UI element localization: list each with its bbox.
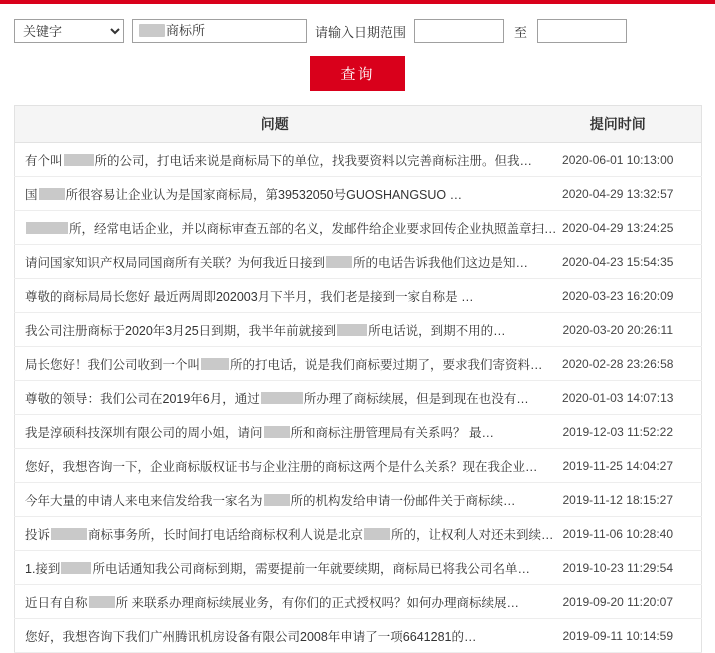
table-row[interactable] xyxy=(15,483,702,517)
table-row[interactable] xyxy=(15,585,702,619)
query-button[interactable]: 查询 xyxy=(310,56,404,91)
question-text: 所的机构发给申请一份邮件关于商标续… xyxy=(290,493,516,508)
table-row[interactable] xyxy=(15,211,702,245)
redaction-block xyxy=(264,426,290,438)
question-text: 所电话说，到期不用的… xyxy=(368,323,506,338)
search-bar xyxy=(14,18,701,44)
question-text: 我公司注册商标于2020年3月25日到期，我半年前就接到 xyxy=(25,323,337,338)
date-range-to-label: 至 xyxy=(514,24,528,40)
question-text: 所很容易让企业认为是国家商标局，第39532050号GUOSHANGSUO … xyxy=(65,187,463,202)
table-row[interactable] xyxy=(15,313,702,347)
date-range-label: 请输入日期范围 xyxy=(315,24,407,40)
table-header-row xyxy=(15,106,702,143)
table-row[interactable] xyxy=(15,143,702,177)
question-text: 所的，让权利人对还未到续… xyxy=(391,527,554,542)
question-cell[interactable] xyxy=(15,313,535,347)
question-text: 所的打电话，说是我们商标要过期了，要求我们寄资料… xyxy=(230,357,543,372)
table-row[interactable] xyxy=(15,449,702,483)
redaction-block xyxy=(139,24,165,37)
question-text: 您好，我想咨询一下，企业商标版权证书与企业注册的商标这两个是什么关系？现在我企业… xyxy=(25,459,538,474)
time-cell: 2019-09-11 10:14:59 xyxy=(535,619,702,653)
table-row[interactable] xyxy=(15,517,702,551)
question-cell[interactable] xyxy=(15,143,535,177)
redaction-block xyxy=(61,562,91,574)
question-cell[interactable] xyxy=(15,585,535,619)
time-cell: 2020-01-03 14:07:13 xyxy=(535,381,702,415)
time-cell: 2020-04-29 13:32:57 xyxy=(535,177,702,211)
question-cell[interactable] xyxy=(15,279,535,313)
table-row[interactable] xyxy=(15,279,702,313)
question-text: 所，经常电话企业，并以商标审查五部的名义，发邮件给企业要求回传企业执照盖章扫… xyxy=(69,221,557,236)
time-cell: 2020-03-20 20:26:11 xyxy=(535,313,702,347)
question-cell[interactable] xyxy=(15,381,535,415)
question-cell[interactable] xyxy=(15,177,535,211)
redaction-block xyxy=(264,494,290,506)
date-end-input[interactable] xyxy=(537,19,627,43)
column-header-question: 问题 xyxy=(15,106,535,143)
question-text: 所 来联系办理商标续展业务，有你们的正式授权吗？如何办理商标续展… xyxy=(115,595,519,610)
question-cell[interactable] xyxy=(15,245,535,279)
table-row[interactable] xyxy=(15,245,702,279)
question-text: 局长您好！我们公司收到一个叫 xyxy=(25,357,201,372)
table-row[interactable] xyxy=(15,619,702,653)
keyword-input-value: 商标所 xyxy=(166,23,206,38)
time-cell: 2019-09-20 11:20:07 xyxy=(535,585,702,619)
question-cell[interactable] xyxy=(15,483,535,517)
question-text: 尊敬的商标局局长您好 最近两周即202003月下半月，我们老是接到一家自称是 … xyxy=(25,289,474,304)
time-cell: 2019-10-23 11:29:54 xyxy=(535,551,702,585)
redaction-block xyxy=(364,528,390,540)
question-text: 我是淳硕科技深圳有限公司的周小姐，请问 xyxy=(25,425,263,440)
redaction-block xyxy=(261,392,303,404)
time-cell: 2019-11-12 18:15:27 xyxy=(535,483,702,517)
table-row[interactable] xyxy=(15,177,702,211)
redaction-block xyxy=(337,324,367,336)
question-cell[interactable] xyxy=(15,415,535,449)
question-text: 尊敬的领导：我们公司在2019年6月，通过 xyxy=(25,391,260,406)
top-accent-bar xyxy=(0,0,715,4)
time-cell: 2020-02-28 23:26:58 xyxy=(535,347,702,381)
questions-table xyxy=(14,105,702,653)
table-body xyxy=(15,143,702,653)
redaction-block xyxy=(26,222,68,234)
question-text: 有个叫 xyxy=(25,153,63,168)
redaction-block xyxy=(51,528,87,540)
question-cell[interactable] xyxy=(15,619,535,653)
redaction-block xyxy=(64,154,94,166)
question-cell[interactable] xyxy=(15,347,543,381)
question-text: 请问国家知识产权局同国商所有关联？为何我近日接到 xyxy=(25,255,326,270)
redaction-block xyxy=(89,596,115,608)
question-text: 今年大量的申请人来电来信发给我一家名为 xyxy=(25,493,263,508)
redaction-block xyxy=(326,256,352,268)
question-text: 所办理了商标续展，但是到现在也没有… xyxy=(303,391,529,406)
keyword-input[interactable] xyxy=(132,19,307,43)
date-start-input[interactable] xyxy=(414,19,504,43)
table-row[interactable] xyxy=(15,551,702,585)
time-cell: 2020-04-29 13:24:25 xyxy=(535,211,702,245)
query-row xyxy=(14,56,701,91)
question-cell[interactable] xyxy=(15,517,554,551)
time-cell: 2020-03-23 16:20:09 xyxy=(535,279,702,313)
redaction-block xyxy=(39,188,65,200)
redaction-block xyxy=(201,358,229,370)
question-cell[interactable] xyxy=(15,211,557,245)
table-row[interactable] xyxy=(15,415,702,449)
question-cell[interactable] xyxy=(15,551,535,585)
question-text: 您好，我想咨询下我们广州腾讯机房设备有限公司2008年申请了一项6641281的… xyxy=(25,629,477,644)
question-text: 近日有自称 xyxy=(25,595,88,610)
column-header-time: 提问时间 xyxy=(535,106,702,143)
search-field-select[interactable] xyxy=(14,19,124,43)
question-text: 国 xyxy=(25,187,38,202)
time-cell: 2019-11-25 14:04:27 xyxy=(535,449,702,483)
table-row[interactable] xyxy=(15,381,702,415)
question-text: 所和商标注册管理局有关系吗？ 最… xyxy=(290,425,494,440)
question-cell[interactable] xyxy=(15,449,538,483)
time-cell: 2020-04-23 15:54:35 xyxy=(535,245,702,279)
time-cell: 2019-11-06 10:28:40 xyxy=(535,517,702,551)
question-text: 投诉 xyxy=(25,527,51,542)
question-text: 商标事务所，长时间打电话给商标权利人说是北京 xyxy=(88,527,364,542)
time-cell: 2020-06-01 10:13:00 xyxy=(535,143,702,177)
time-cell: 2019-12-03 11:52:22 xyxy=(535,415,702,449)
question-text: 1.接到 xyxy=(25,561,61,576)
table-row[interactable] xyxy=(15,347,702,381)
question-text: 所的电话告诉我他们这边是知… xyxy=(353,255,529,270)
question-text: 所电话通知我公司商标到期，需要提前一年就要续期，商标局已将我公司名单… xyxy=(92,561,530,576)
question-text: 所的公司，打电话来说是商标局下的单位，找我要资料以完善商标注册。但我… xyxy=(94,153,533,168)
